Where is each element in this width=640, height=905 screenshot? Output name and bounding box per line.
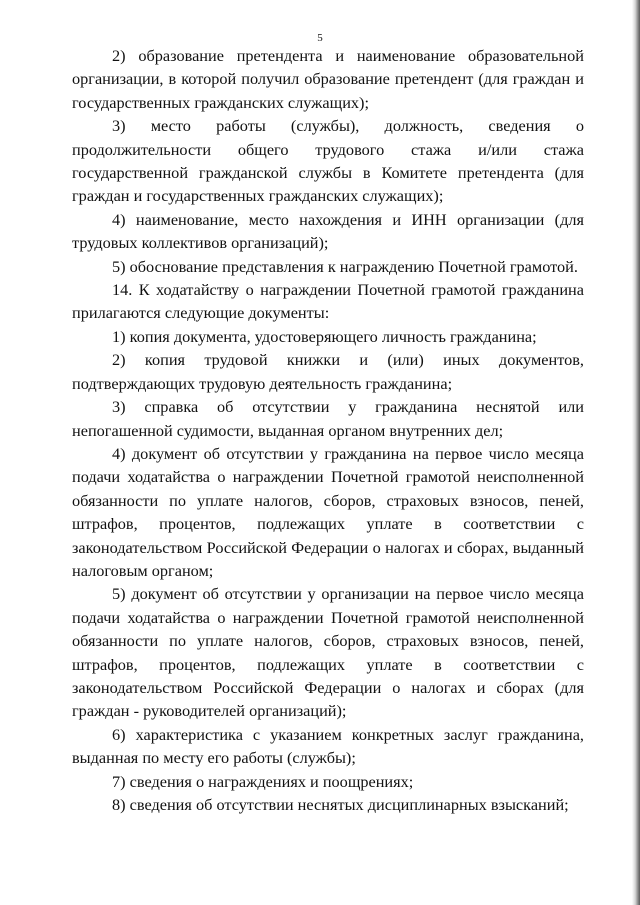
paragraph-education: 2) образование претендента и наименование образовательной организации, в которой получил образование претендент (для граждан и государственных гражданских служащих); [72, 46, 584, 112]
paragraph-citizen-tax-certificate: 4) документ об отсутствии у гражданина на первое число месяца подачи ходатайства о награждении Почетной грамотой неисполненной обязанности по уплате налогов, сборов, страховых взносов, пеней, штрафов, процентов, подлежащих уплате в соответствии с законодательством Российской Федерации о налогах и сборах, выданный налоговым органом; [72, 443, 584, 580]
paragraph-criminal-record: 3) справка об отсутствии у гражданина неснятой или непогашенной судимости, выданная органом внутренних дел; [72, 397, 584, 440]
paragraph-organization-inn: 4) наименование, место нахождения и ИНН организации (для трудовых коллективов организаций); [72, 209, 584, 253]
page-number: 5 [317, 32, 323, 44]
document-body [72, 44, 584, 816]
paragraph-organization-tax-certificate: 5) документ об отсутствии у организации на первое число месяца подачи ходатайства о награждении Почетной грамотой неисполненной обязанности по уплате налогов, сборов, страховых взносов, пеней, штрафов, процентов, подлежащих уплате в соответствии с законодательством Российской Федерации о налогах и сборах (для граждан - руководителей организаций); [72, 584, 584, 721]
paragraph-employment-record: 2) копия трудовой книжки и (или) иных документов, подтверждающих трудовую деятельность гражданина; [72, 350, 584, 393]
paragraph-awards-info: 7) сведения о награждениях и поощрениях; [112, 771, 414, 791]
paragraph-section-14: 14. К ходатайству о награждении Почетной грамотой гражданина прилагаются следующие документы: [72, 280, 584, 323]
paragraph-reference-letter: 6) характеристика с указанием конкретных заслуг гражданина, выданная по месту его работы (службы); [72, 724, 584, 768]
paragraph-workplace: 3) место работы (службы), должность, сведения о продолжительности общего трудового стажа и/или стажа государственной гражданской службы в Комитете претендента (для граждан и государственных гражданских служащих); [72, 116, 584, 206]
paragraph-disciplinary-info: 8) сведения об отсутствии неснятых дисциплинарных взысканий; [112, 795, 569, 814]
paragraph-identity-copy: 1) копия документа, удостоверяющего личность гражданина; [112, 326, 537, 346]
scan-edge-shadow [632, 0, 640, 905]
paragraph-justification: 5) обоснование представления к награждению Почетной грамотой. [112, 256, 578, 276]
